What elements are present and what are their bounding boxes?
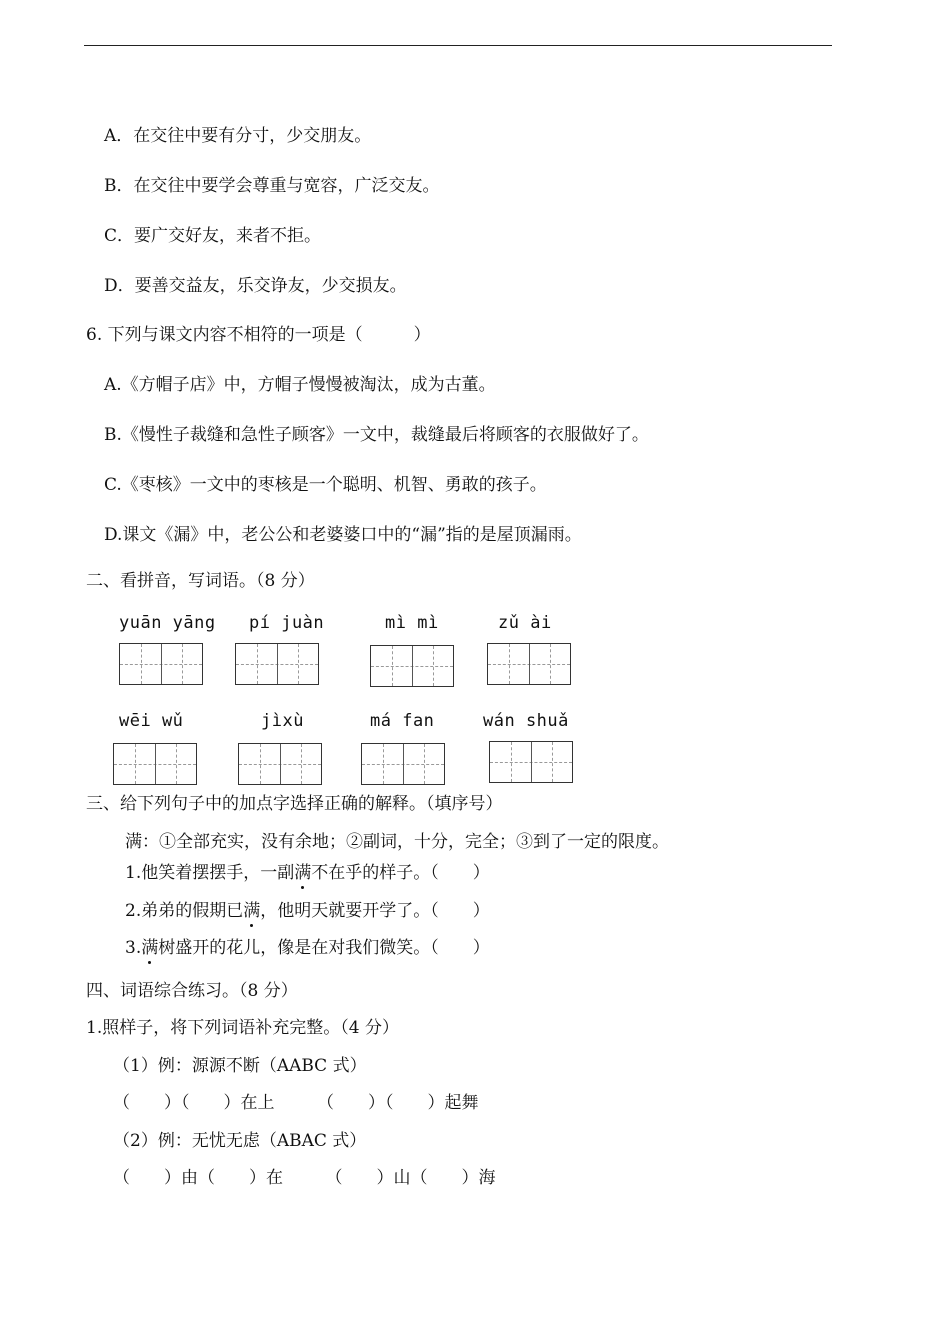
- answer-box-3[interactable]: [370, 645, 454, 687]
- example-1: （1）例：源源不断（AABC 式）: [113, 1056, 367, 1076]
- pinyin-4: zǔ ài: [498, 613, 552, 633]
- q6-option-d: D.课文《漏》中，老公公和老婆婆口中的“漏”指的是屋顶漏雨。: [104, 525, 582, 545]
- answer-box-1[interactable]: [119, 643, 203, 685]
- definition-text: 满：①全部充实，没有余地；②副词，十分，完全；③到了一定的限度。: [125, 832, 669, 852]
- pinyin-2: pí juàn: [249, 613, 325, 633]
- example-2: （2）例：无忧无虑（ABAC 式）: [113, 1131, 367, 1151]
- sentence-1: 1.他笑着摆摆手，一副满不在乎的样子。（ ）: [125, 863, 490, 883]
- section2-title: 二、看拼音，写词语。（8 分）: [86, 571, 315, 591]
- dotted-character: 满: [141, 938, 159, 958]
- pinyin-6: jìxù: [261, 711, 304, 731]
- section4-q1: 1.照样子，将下列词语补充完整。（4 分）: [86, 1018, 399, 1038]
- q5-option-d: D．要善交益友，乐交诤友，少交损友。: [104, 276, 407, 296]
- answer-box-6[interactable]: [238, 743, 322, 785]
- answer-box-7[interactable]: [361, 743, 445, 785]
- q6-stem: 6. 下列与课文内容不相符的一项是（ ）: [86, 325, 431, 345]
- q6-option-c: C.《枣核》一文中的枣核是一个聪明、机智、勇敢的孩子。: [104, 475, 547, 495]
- blank-line-2[interactable]: （ ）由（ ）在 （ ）山（ ）海: [113, 1168, 496, 1188]
- q6-option-a: A.《方帽子店》中，方帽子慢慢被淘汰，成为古董。: [104, 375, 496, 395]
- pinyin-1: yuān yāng: [119, 613, 216, 633]
- section4-title: 四、词语综合练习。（8 分）: [86, 981, 298, 1001]
- q5-option-b: B．在交往中要学会尊重与宽容，广泛交友。: [104, 176, 440, 196]
- sentence-2: 2.弟弟的假期已满，他明天就要开学了。（ ）: [125, 901, 490, 921]
- blank-line-1[interactable]: （ ）（ ）在上 （ ）（ ）起舞: [113, 1093, 479, 1113]
- answer-box-8[interactable]: [489, 741, 573, 783]
- pinyin-8: wán shuǎ: [483, 711, 569, 731]
- section3-title: 三、给下列句子中的加点字选择正确的解释。（填序号）: [86, 794, 503, 814]
- pinyin-3: mì mì: [385, 613, 439, 633]
- answer-box-5[interactable]: [113, 743, 197, 785]
- header-rule: [84, 45, 832, 46]
- q5-option-a: A．在交往中要有分寸，少交朋友。: [104, 126, 372, 146]
- answer-box-2[interactable]: [235, 643, 319, 685]
- q5-option-c: C．要广交好友，来者不拒。: [104, 226, 322, 246]
- answer-box-4[interactable]: [487, 643, 571, 685]
- dotted-character: 满: [294, 863, 312, 883]
- q6-option-b: B.《慢性子裁缝和急性子顾客》一文中，裁缝最后将顾客的衣服做好了。: [104, 425, 649, 445]
- sentence-3: 3.满树盛开的花儿，像是在对我们微笑。（ ）: [125, 938, 490, 958]
- pinyin-7: má fan: [370, 711, 435, 731]
- pinyin-5: wēi wǔ: [119, 711, 184, 731]
- dotted-character: 满: [243, 901, 261, 921]
